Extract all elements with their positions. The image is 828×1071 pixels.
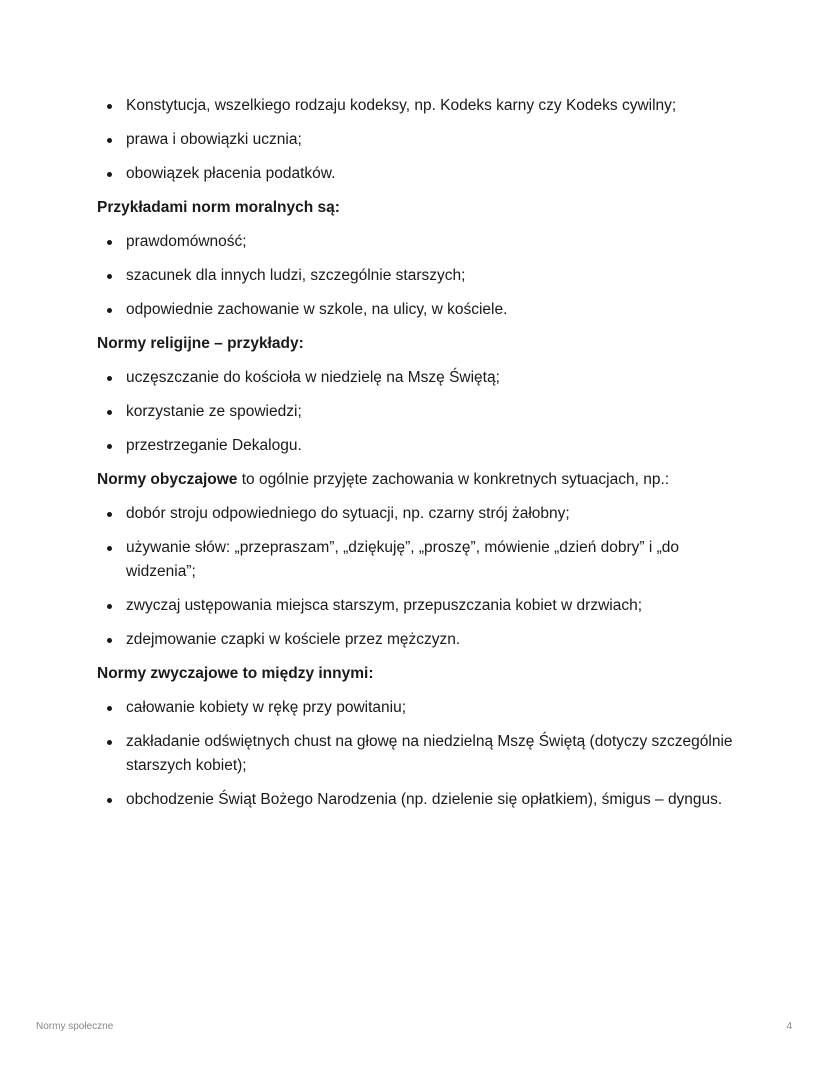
list-item: całowanie kobiety w rękę przy powitaniu; <box>97 696 737 720</box>
list-item: obowiązek płacenia podatków. <box>97 162 737 186</box>
tradition-norms-list <box>97 696 737 812</box>
document-body <box>97 94 737 822</box>
religious-norms-heading: Normy religijne – przykłady: <box>97 335 304 352</box>
list-item: dobór stroju odpowiedniego do sytuacji, np. czarny strój żałobny; <box>97 502 737 526</box>
moral-norms-list <box>97 230 737 322</box>
moral-norms-heading: Przykładami norm moralnych są: <box>97 199 340 216</box>
list-item: zdejmowanie czapki w kościele przez mężczyzn. <box>97 628 737 652</box>
religious-norms-list <box>97 366 737 458</box>
list-item: zakładanie odświętnych chust na głowę na niedzielną Mszę Świętą (dotyczy szczególnie starszych kobiet); <box>97 730 737 778</box>
tradition-norms-heading: Normy zwyczajowe to między innymi: <box>97 665 374 682</box>
list-item: zwyczaj ustępowania miejsca starszym, przepuszczania kobiet w drzwiach; <box>97 594 737 618</box>
list-item: prawdomówność; <box>97 230 737 254</box>
list-item: uczęszczanie do kościoła w niedzielę na Mszę Świętą; <box>97 366 737 390</box>
list-item: odpowiednie zachowanie w szkole, na ulicy, w kościele. <box>97 298 737 322</box>
list-item: Konstytucja, wszelkiego rodzaju kodeksy, np. Kodeks karny czy Kodeks cywilny; <box>97 94 737 118</box>
list-item: szacunek dla innych ludzi, szczególnie starszych; <box>97 264 737 288</box>
legal-norms-list <box>97 94 737 186</box>
list-item: korzystanie ze spowiedzi; <box>97 400 737 424</box>
page-number: 4 <box>786 1021 792 1032</box>
list-item: przestrzeganie Dekalogu. <box>97 434 737 458</box>
list-item: używanie słów: „przepraszam”, „dziękuję”, „proszę”, mówienie „dzień dobry” i „do widzenia”; <box>97 536 737 584</box>
list-item: prawa i obowiązki ucznia; <box>97 128 737 152</box>
list-item: obchodzenie Świąt Bożego Narodzenia (np. dzielenie się opłatkiem), śmigus – dyngus. <box>97 788 737 812</box>
customary-norms-list <box>97 502 737 652</box>
customary-norms-heading: Normy obyczajowe to ogólnie przyjęte zachowania w konkretnych sytuacjach, np.: <box>97 471 670 488</box>
footer-title: Normy społeczne <box>36 1021 114 1032</box>
